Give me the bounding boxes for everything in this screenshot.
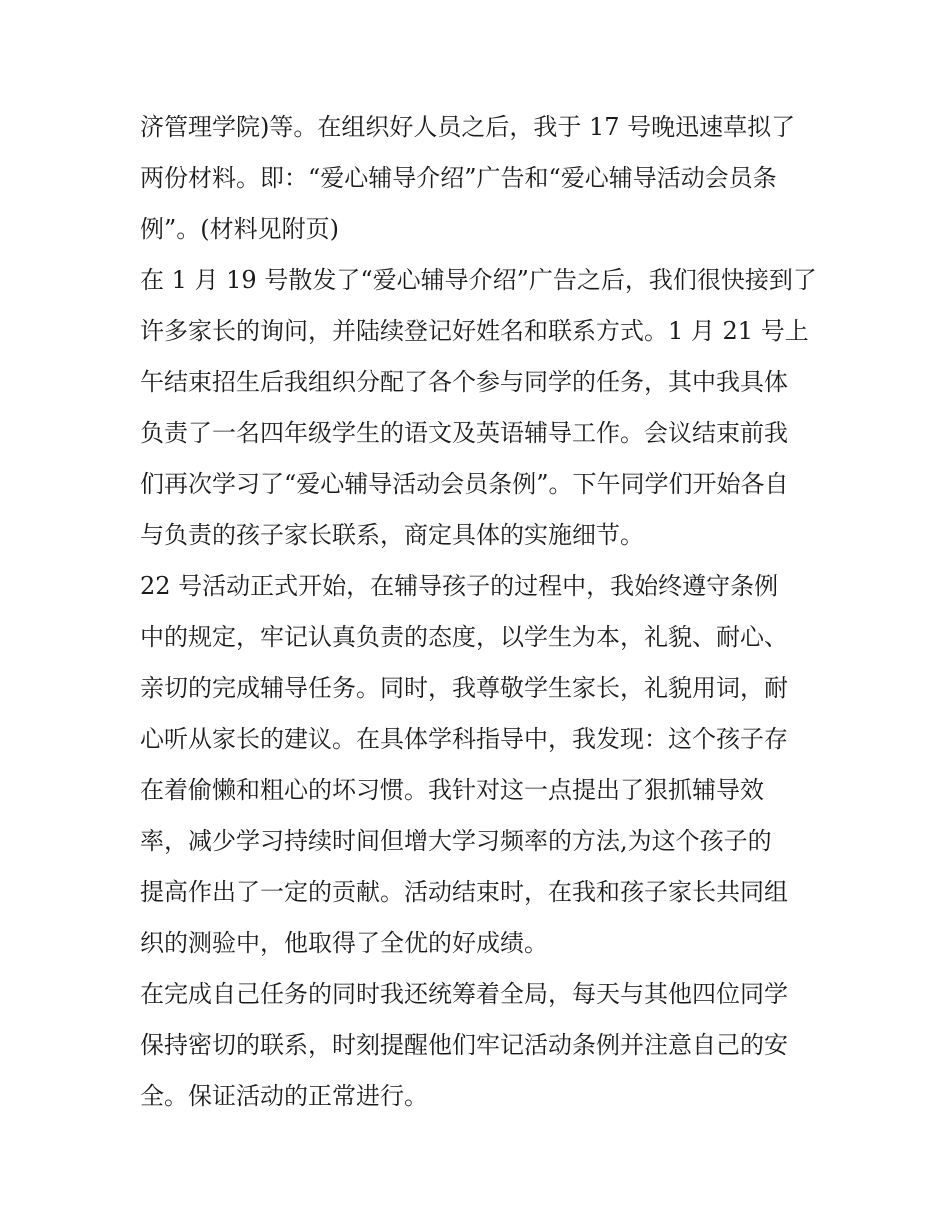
text-line: 济管理学院)等。在组织好人员之后，我于 17 号晚迅速草拟了 [140, 113, 796, 141]
text-line: 在着偷懒和粗心的坏习惯。我针对这一点提出了狠抓辅导效 [140, 776, 764, 804]
text-line: 中的规定，牢记认真负责的态度，以学生为本，礼貌、耐心、 [140, 623, 788, 651]
text-line: 与负责的孩子家长联系，商定具体的实施细节。 [140, 521, 644, 549]
text-line: 在完成自己任务的同时我还统筹着全局，每天与其他四位同学 [140, 980, 788, 1008]
text-line: 率，减少学习持续时间但增大学习频率的方法,为这个孩子的 [140, 827, 772, 855]
text-line: 负责了一名四年级学生的语文及英语辅导工作。会议结束前我 [140, 419, 788, 447]
text-line: 心听从家长的建议。在具体学科指导中，我发现：这个孩子存 [140, 725, 788, 753]
text-line: 们再次学习了“爱心辅导活动会员条例”。下午同学们开始各自 [140, 470, 789, 498]
text-line: 许多家长的询问，并陆续登记好姓名和联系方式。1 月 21 号上 [140, 317, 809, 345]
text-line: 午结束招生后我组织分配了各个参与同学的任务，其中我具体 [140, 368, 788, 396]
text-line: 全。保证活动的正常进行。 [140, 1082, 428, 1110]
text-line: 亲切的完成辅导任务。同时，我尊敬学生家长，礼貌用词，耐 [140, 674, 788, 702]
text-line: 在 1 月 19 号散发了“爱心辅导介绍”广告之后，我们很快接到了 [140, 266, 817, 294]
text-line: 织的测验中，他取得了全优的好成绩。 [140, 929, 548, 957]
text-line: 两份材料。即：“爱心辅导介绍”广告和“爱心辅导活动会员条 [140, 164, 777, 192]
text-line: 保持密切的联系，时刻提醒他们牢记活动条例并注意自己的安 [140, 1031, 788, 1059]
text-line: 22 号活动正式开始，在辅导孩子的过程中，我始终遵守条例 [140, 572, 779, 600]
document-body [140, 102, 820, 1122]
text-line: 例”。(材料见附页) [140, 215, 339, 243]
text-line: 提高作出了一定的贡献。活动结束时，在我和孩子家长共同组 [140, 878, 788, 906]
